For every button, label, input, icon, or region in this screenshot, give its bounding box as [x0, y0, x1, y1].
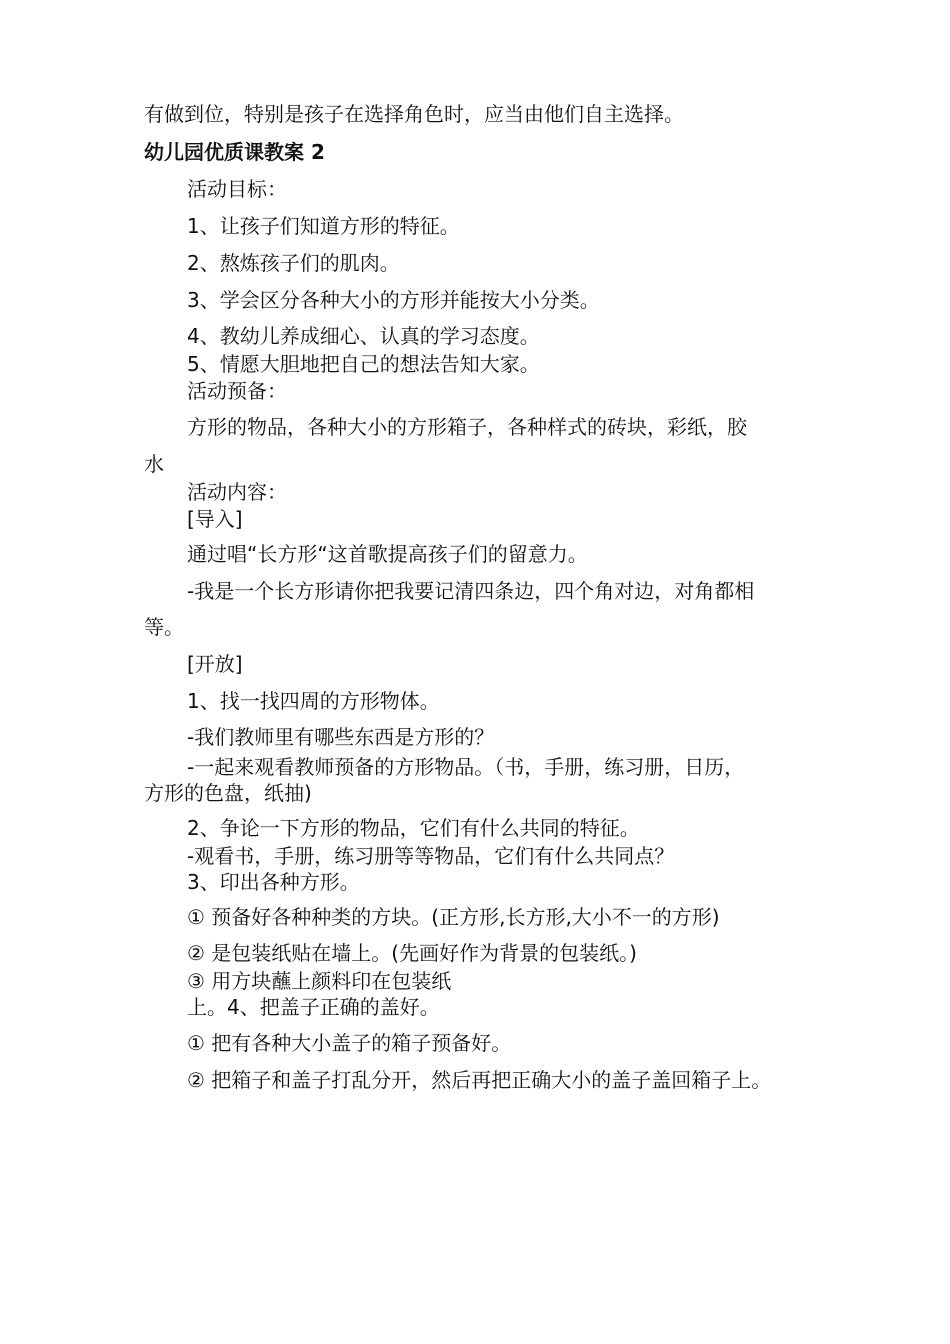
goal-item: 5、情愿大胆地把自己的想法告知大家。	[187, 352, 540, 376]
prep-line: 方形的物品，各种大小的方形箱子，各种样式的砖块，彩纸，胶	[187, 415, 747, 439]
step-item: 2、争论一下方形的物品，它们有什么共同的特征。	[187, 816, 640, 840]
goal-item: 4、教幼儿养成细心、认真的学习态度。	[187, 324, 540, 348]
sub-step-item: ① 把有各种大小盖子的箱子预备好。	[187, 1031, 512, 1055]
goal-item: 2、熬炼孩子们的肌肉。	[187, 251, 400, 275]
sub-step-item: ② 把箱子和盖子打乱分开，然后再把正确大小的盖子盖回箱子上。	[187, 1068, 772, 1092]
goal-item: 3、学会区分各种大小的方形并能按大小分类。	[187, 288, 600, 312]
open-section-label: [开放]	[187, 652, 243, 676]
intro-section-label: [导入]	[187, 507, 243, 531]
prep-label: 活动预备：	[187, 379, 287, 403]
goals-label: 活动目标：	[187, 177, 287, 201]
intro-line: 有做到位，特别是孩子在选择角色时，应当由他们自主选择。	[144, 102, 684, 126]
step-item: 1、找一找四周的方形物体。	[187, 689, 440, 713]
song-line: 通过唱“长方形“这首歌提高孩子们的留意力。	[187, 542, 588, 566]
question-line: -观看书，手册，练习册等等物品，它们有什么共同点？	[187, 844, 675, 868]
section-heading: 幼儿园优质课教案 2	[144, 140, 325, 164]
prep-line-continued: 水	[144, 452, 164, 476]
goal-item: 1、让孩子们知道方形的特征。	[187, 214, 460, 238]
sub-step-item: ③ 用方块蘸上颜料印在包装纸	[187, 969, 452, 993]
question-line-continued: 方形的色盘，纸抽)	[144, 781, 312, 805]
question-line: -一起来观看教师预备的方形物品。（书，手册，练习册，日历，	[187, 755, 745, 779]
sub-step-item: ① 预备好各种种类的方块。(正方形,长方形,大小不一的方形)	[187, 905, 720, 929]
lyric-line-continued: 等。	[144, 615, 184, 639]
step-item: 3、印出各种方形。	[187, 870, 360, 894]
question-line: -我们教师里有哪些东西是方形的？	[187, 725, 495, 749]
sub-step-item-continued: 上。4、把盖子正确的盖好。	[187, 995, 440, 1019]
content-label: 活动内容：	[187, 480, 287, 504]
lyric-line: -我是一个长方形请你把我要记清四条边，四个角对边，对角都相	[187, 579, 755, 603]
sub-step-item: ② 是包装纸贴在墙上。(先画好作为背景的包装纸。)	[187, 941, 637, 965]
